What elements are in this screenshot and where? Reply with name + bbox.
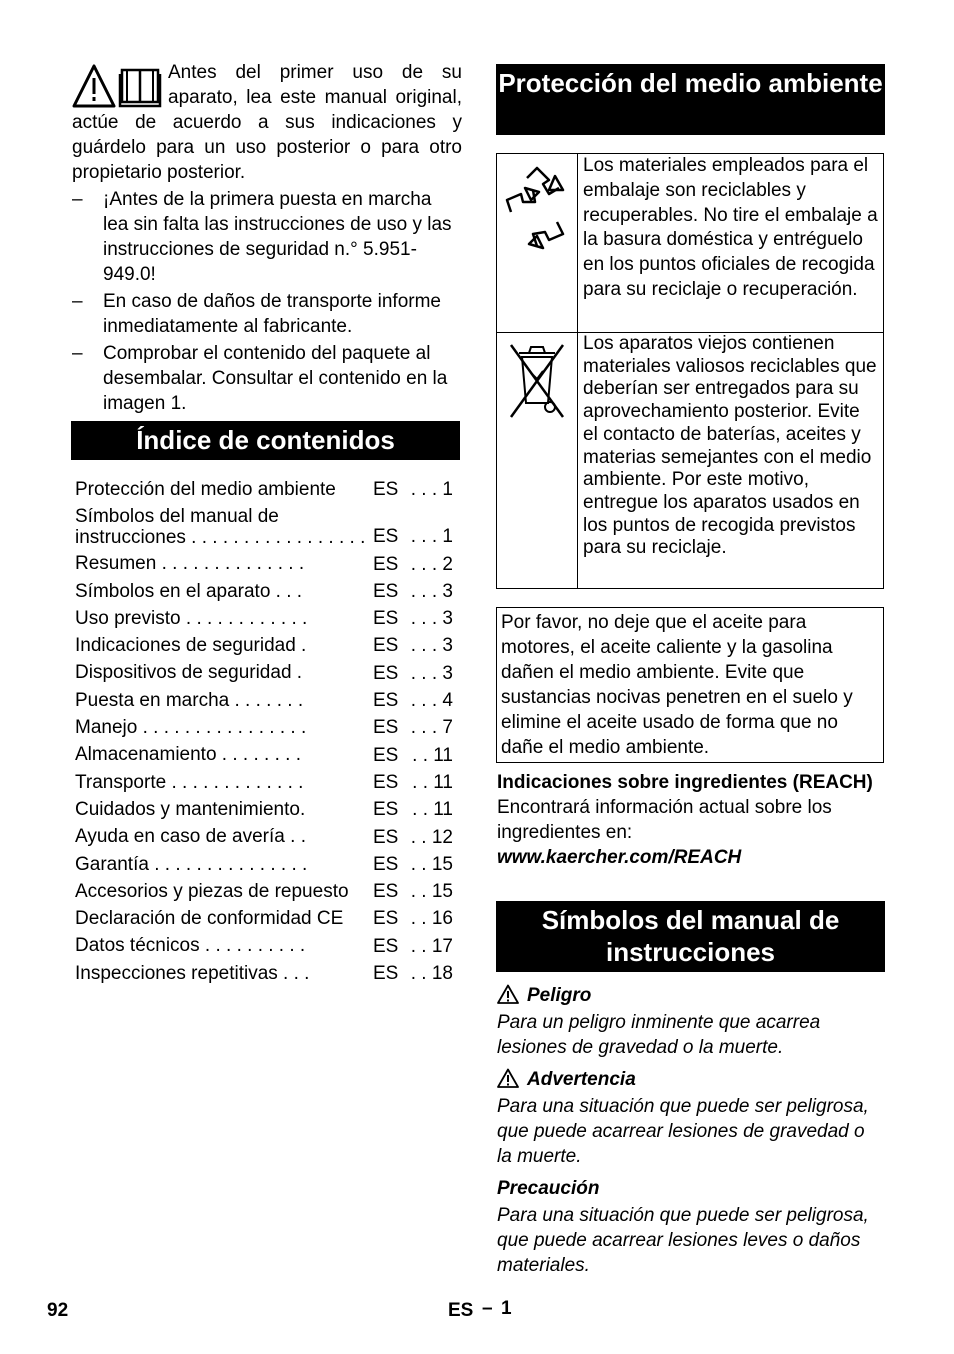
warning-text: Para una situación que puede ser peligrosa, que puede acarrear lesiones de gravedad o la muerte. — [497, 1096, 869, 1167]
toc-entry-leader: . . . . . . . . — [216, 744, 301, 766]
toc-entry-language: ES — [373, 717, 399, 739]
toc-entry-leader: . . . . . . . . . . . . . . . — [148, 853, 308, 875]
toc-entry-page: . . 18 — [410, 963, 453, 985]
toc-entry-page: . . . 2 — [410, 553, 453, 575]
toc-entry[interactable] — [75, 578, 460, 605]
toc-entry-title — [75, 632, 371, 659]
toc-entry-title-text: Indicaciones de seguridad — [75, 635, 296, 657]
toc-entry-leader: . . . . . . . . . . — [199, 935, 306, 957]
toc-entry-title-text: Uso previsto — [75, 607, 181, 629]
toc-entry-page: . . 11 — [412, 799, 453, 821]
toc-entry-language: ES — [373, 662, 399, 684]
toc-entry[interactable] — [75, 878, 460, 905]
footer-language: ES — [448, 1300, 474, 1321]
toc-entry-title — [75, 714, 371, 741]
toc-entry-language: ES — [373, 479, 399, 501]
toc-entry-title-text: Protección del medio ambiente — [75, 479, 336, 500]
environment-heading: Protección del medio ambiente — [496, 64, 885, 135]
toc-entry-title — [75, 503, 371, 548]
toc-entry-language: ES — [373, 608, 399, 630]
toc-entry-title — [75, 605, 371, 632]
reach-section — [497, 770, 887, 870]
table-of-contents — [75, 476, 460, 987]
toc-entry-language: ES — [373, 881, 399, 903]
toc-entry-title-text: Resumen — [75, 553, 157, 575]
warning-title: Advertencia — [527, 1069, 636, 1090]
symbols-section — [497, 982, 883, 1284]
toc-heading: Índice de contenidos — [71, 421, 460, 460]
warning-triangle-icon — [497, 984, 519, 1004]
danger-title: Peligro — [527, 985, 592, 1006]
toc-entry-leader: . . . — [270, 580, 303, 602]
toc-entry-language: ES — [373, 744, 399, 766]
toc-entry-language: ES — [373, 771, 399, 793]
toc-entry[interactable] — [75, 851, 460, 878]
toc-entry-title-text: Símbolos del manual de instrucciones — [75, 506, 279, 549]
toc-entry-leader: . . . . . . . . . . . . — [180, 607, 308, 629]
toc-entry-page: . . . 3 — [410, 635, 453, 657]
toc-entry-title-text: Puesta en marcha — [75, 689, 230, 711]
toc-entry-title-text: Manejo — [75, 717, 138, 739]
intro-list-item: – ¡Antes de la primera puesta en marcha lea sin falta las instrucciones de uso y las instrucciones de seguridad n.° 5.951-949.0! — [72, 187, 462, 287]
toc-entry-title — [75, 932, 371, 959]
warning-triangle-icon — [497, 1068, 519, 1088]
toc-entry-title — [75, 905, 371, 932]
toc-entry-leader: . — [299, 798, 306, 820]
toc-entry-page: . . 11 — [412, 771, 453, 793]
toc-entry[interactable] — [75, 741, 460, 768]
toc-entry-title — [75, 769, 371, 796]
toc-entry-title-text: Datos técnicos — [75, 935, 200, 957]
intro-lead-text: Antes del primer uso de su aparato, lea este manual original, actúe de acuerdo a sus indicaciones y guárdelo para un uso posterior o para otro propietario posterior. — [72, 62, 462, 183]
reach-title: Indicaciones sobre ingredientes (REACH) — [497, 772, 873, 793]
toc-entry[interactable] — [75, 476, 460, 503]
intro-section — [72, 60, 462, 418]
toc-entry-page: . . . 3 — [410, 662, 453, 684]
intro-list-item: – En caso de daños de transporte informe inmediatamente al fabricante. — [72, 289, 462, 339]
toc-entry-language: ES — [373, 690, 399, 712]
crossed-bin-icon — [497, 333, 577, 423]
toc-entry[interactable] — [75, 714, 460, 741]
toc-entry-page: . . 17 — [410, 935, 453, 957]
toc-entry-language: ES — [373, 963, 399, 985]
toc-entry[interactable] — [75, 687, 460, 714]
environment-table — [496, 153, 884, 589]
toc-entry-page: . . . 7 — [410, 717, 453, 739]
toc-entry-leader: . . . . . . . . . . . . . . . . . — [185, 527, 366, 549]
toc-entry[interactable] — [75, 796, 460, 823]
toc-entry-language: ES — [373, 526, 399, 548]
toc-entry-page: . . 16 — [410, 908, 453, 930]
toc-entry-title — [75, 851, 371, 878]
toc-entry-page: . . . 3 — [410, 580, 453, 602]
toc-entry-page: . . 15 — [410, 853, 453, 875]
toc-entry-title-text: Almacenamiento — [75, 744, 217, 766]
recycle-text: Los materiales empleados para el embalaje son reciclables y recuperables. No tire el embalaje a la basura doméstica y entréguelo en los puntos oficiales de recogida para su reciclaje o recuperación. — [578, 154, 884, 333]
warning-title-row — [497, 1066, 883, 1094]
intro-list-item: – Comprobar el contenido del paquete al desembalar. Consultar el contenido en la imagen 1. — [72, 341, 462, 416]
toc-entry-title-text: Cuidados y mantenimiento — [75, 798, 300, 820]
recycle-icon — [497, 154, 577, 264]
intro-list — [72, 187, 462, 416]
toc-entry-title-text: Inspecciones repetitivas — [75, 962, 278, 984]
toc-entry[interactable] — [75, 503, 460, 550]
toc-entry-title — [75, 476, 371, 503]
toc-entry[interactable] — [75, 823, 460, 850]
danger-title-row — [497, 982, 883, 1010]
toc-entry[interactable] — [75, 605, 460, 632]
toc-entry-language: ES — [373, 580, 399, 602]
toc-entry[interactable] — [75, 550, 460, 577]
toc-entry-leader: . . . . . . . . . . . . . — [166, 771, 304, 793]
toc-entry-title — [75, 687, 371, 714]
toc-entry-page: . . . 1 — [410, 526, 453, 548]
reach-link[interactable]: www.kaercher.com/REACH — [497, 847, 742, 868]
toc-entry-title-text: Accesorios y piezas de repuesto — [75, 880, 349, 902]
toc-entry-title-text: Transporte — [75, 771, 167, 793]
toc-entry-title-text: Dispositivos de seguridad — [75, 662, 292, 684]
toc-entry-language: ES — [373, 826, 399, 848]
page-number: 92 — [47, 1300, 69, 1321]
toc-entry-leader: . . — [284, 826, 306, 848]
toc-entry-title-text: Símbolos en el aparato — [75, 580, 271, 602]
toc-entry-leader: . . . — [277, 962, 310, 984]
toc-entry-page: . . . 4 — [410, 690, 453, 712]
toc-entry-language: ES — [373, 799, 399, 821]
toc-entry-leader: . . . . . . . — [229, 689, 304, 711]
reach-text: Encontrará información actual sobre los ingredientes en: — [497, 797, 832, 843]
toc-entry[interactable] — [75, 632, 460, 659]
toc-entry-title — [75, 823, 371, 850]
toc-entry-page: . . 12 — [410, 826, 453, 848]
toc-entry-title-text: Declaración de conformidad CE — [75, 908, 344, 930]
caution-title: Precaución — [497, 1178, 600, 1199]
footer-separator: – — [482, 1298, 493, 1319]
weee-icon-cell — [497, 333, 578, 589]
toc-entry-page: . . . 3 — [410, 608, 453, 630]
toc-entry-title — [75, 578, 371, 605]
toc-entry-title-text: Garantía — [75, 853, 149, 875]
warning-manual-icon — [72, 62, 162, 110]
recycle-icon-cell — [497, 154, 578, 333]
toc-entry-title — [75, 796, 371, 823]
toc-entry-language: ES — [373, 635, 399, 657]
toc-entry[interactable] — [75, 960, 460, 987]
toc-entry-language: ES — [373, 908, 399, 930]
caution-text: Para una situación que puede ser peligrosa, que puede acarrear lesiones leves o daños materiales. — [497, 1205, 869, 1276]
danger-text: Para un peligro inminente que acarrea lesiones de gravedad o la muerte. — [497, 1012, 821, 1058]
toc-entry-title — [75, 550, 371, 577]
toc-entry-leader: . — [291, 662, 303, 684]
toc-entry-page: . . 15 — [410, 881, 453, 903]
toc-entry[interactable] — [75, 769, 460, 796]
toc-entry-title — [75, 659, 371, 686]
symbols-heading: Símbolos del manual de instrucciones — [496, 901, 885, 972]
toc-entry-language: ES — [373, 553, 399, 575]
toc-entry-language: ES — [373, 853, 399, 875]
toc-entry[interactable] — [75, 659, 460, 686]
weee-text: Los aparatos viejos contienen materiales valiosos reciclables que deberían ser entregados para su aprovechamiento posterior. Evite el contacto de baterías, aceites y materias semejantes con el medio ambiente. Por este motivo, entregue los aparatos usados en los puntos de recogida previstos para su reciclaje. — [578, 333, 884, 589]
oil-notice-box: Por favor, no deje que el aceite para motores, el aceite caliente y la gasolina dañen el medio ambiente. Evite que sustancias nocivas penetren en el suelo y elimine el aceite usado de forma que no dañe el medio ambiente. — [496, 607, 884, 763]
toc-entry-leader: . . . . . . . . . . . . . . — [156, 553, 305, 575]
toc-entry-title-text: Ayuda en caso de avería — [75, 826, 285, 848]
toc-entry[interactable] — [75, 932, 460, 959]
toc-entry-page: . . . 1 — [410, 479, 453, 501]
toc-entry-title — [75, 741, 371, 768]
footer-section-page: 1 — [501, 1298, 512, 1319]
toc-entry-title — [75, 878, 371, 905]
toc-entry-leader: . . . . . . . . . . . . . . . . — [137, 717, 307, 739]
toc-entry-title — [75, 960, 371, 987]
toc-entry[interactable] — [75, 905, 460, 932]
toc-entry-page: . . 11 — [412, 744, 453, 766]
toc-entry-leader: . — [295, 635, 307, 657]
toc-entry-language: ES — [373, 935, 399, 957]
